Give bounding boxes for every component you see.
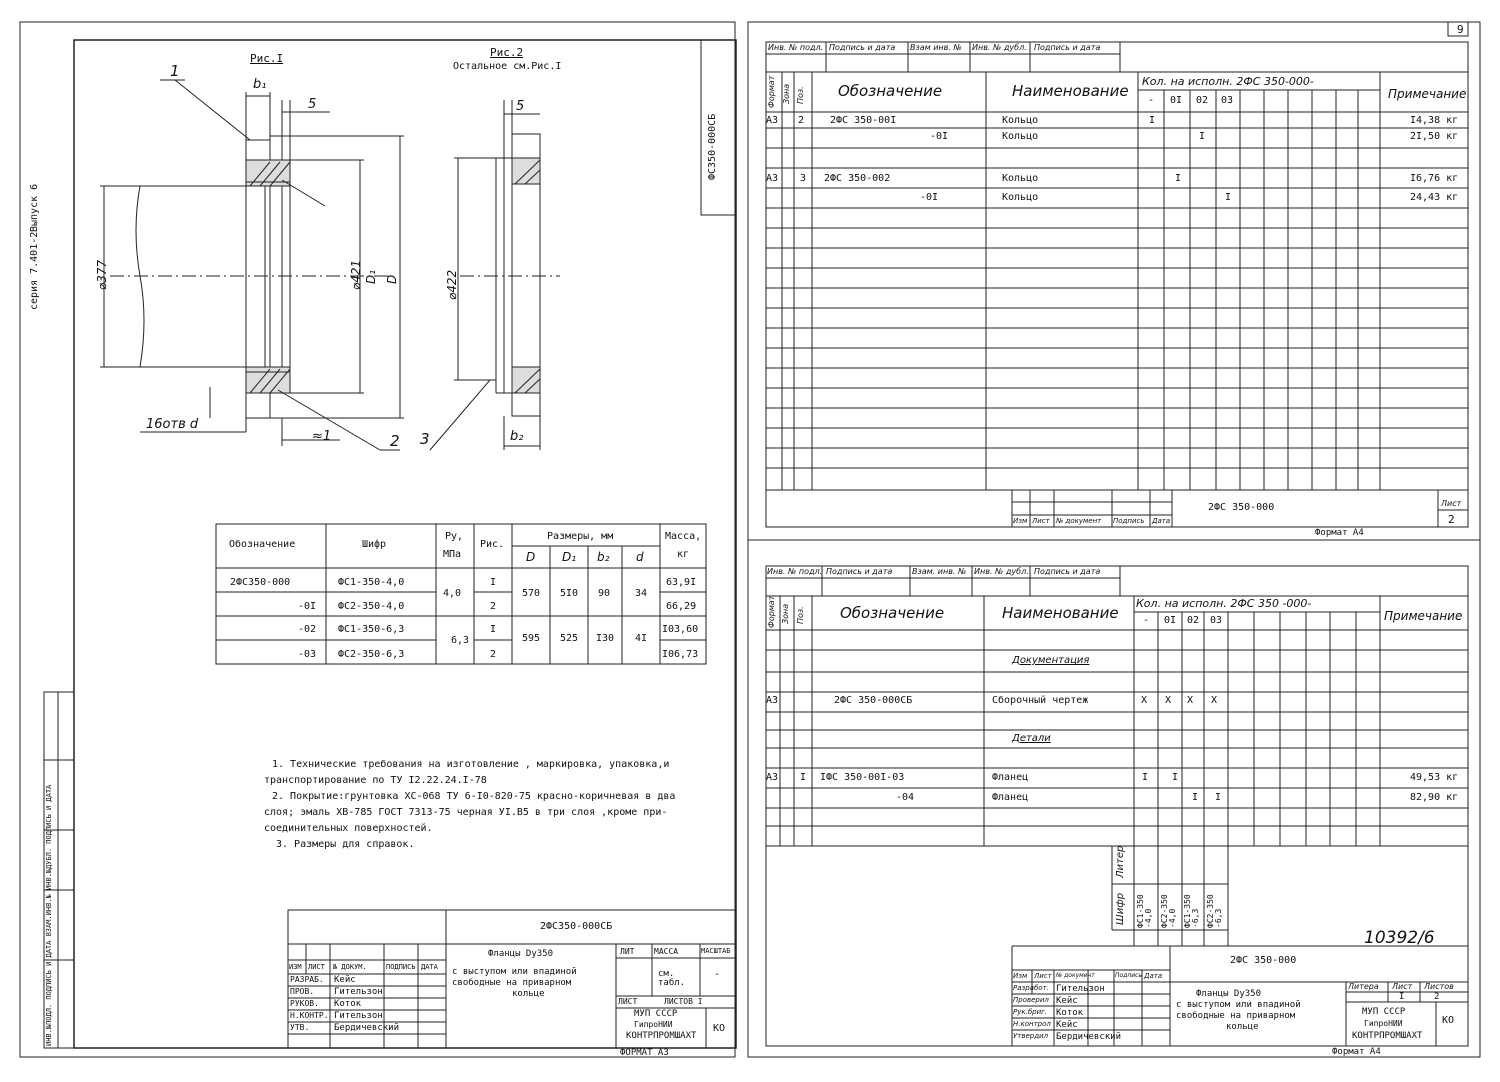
group-b-py: 6,3 [451,635,470,646]
bot-name-0: Гительзон [1056,984,1105,994]
bot-r0-q3: X [1211,695,1218,706]
stamp-doc-code: 2ФС350-000СБ [540,921,613,932]
fig2-note: Остальное см.Рис.I [453,61,562,72]
bot-role-3: Н.контрол [1013,1020,1051,1028]
bot-code-0: ФС1-350 -4,0 [1136,894,1153,928]
bot-sheets-val: 2 [1434,992,1440,1002]
bot-section-doc: Документация [1012,655,1090,666]
bot-ko: КО [1442,1015,1455,1026]
top-r3-q3: I [1225,192,1232,203]
group-a-D1: 5I0 [560,588,579,599]
dim-b2: b₂ [510,429,524,444]
th-D1: D₁ [562,550,577,564]
bot-name-3: Кейс [1056,1020,1078,1030]
bot-r1-pos: I [800,772,807,783]
dim-5a: 5 [308,97,317,112]
bot-name-2: Коток [1056,1008,1084,1018]
note-line-4: слоя; эмаль ХВ-785 ГОСТ 7313-75 черная УI.В5 в три слоя ,кроме при- [264,807,668,818]
side-stamp-labels: ИНВ.№ПОДЛ. ПОДПИСЬ И ДАТА ВЗАМ.ИНВ.№ ИНВ.№ДУБЛ. ПОДПИСЬ И ДАТА [45,784,53,1046]
page-number: 9 [1457,23,1464,36]
top-r1-note: 2I,50 кг [1410,131,1459,142]
dim-D1: D₁ [364,269,378,284]
group-b-D: 595 [522,633,541,644]
stamp-role-3: Н.КОНТР. [290,1011,329,1020]
top-qty-title: Кол. на исполн. 2ФС 350-000- [1142,75,1314,88]
th-d: d [636,550,644,564]
stamp-title-1: Фланцы Dу350 [488,949,554,959]
bot-org-2: ГипроНИИ [1364,1019,1403,1028]
group-a-b2: 90 [598,588,611,599]
th-mass-unit: кг [677,549,690,560]
bot-org-1: МУП СССР [1362,1007,1406,1017]
part-2: 2 [390,432,400,450]
dim-D: D [385,274,399,284]
top-stamp-hdr-1: Лист [1032,517,1050,525]
group-a-d: 34 [635,588,648,599]
th-b2: b₂ [597,550,610,564]
note-line-5: соединительных поверхностей. [264,823,433,834]
bot-title-4: кольце [1226,1022,1259,1032]
bot-name-1: Кейс [1056,996,1078,1006]
stamp-org-1: МУП СССР [634,1009,678,1019]
group-b-d: 4I [635,633,648,644]
group-a-D: 570 [522,588,541,599]
archive-number: 10392/6 [1364,928,1435,948]
top-r2-note: I6,76 кг [1410,173,1459,184]
dim-holes: 16отв d [146,417,199,432]
th-mass: Масса, [665,531,702,542]
top-r1-name: Кольцо [1002,131,1039,142]
bot-r0-f: А3 [766,695,779,706]
th-fig: Рис. [480,539,505,550]
bot-stamp-code: 2ФС 350-000 [1230,955,1297,966]
top-stamp-sheet: 2 [1448,513,1455,526]
row3-fig: 2 [490,649,497,660]
top-qty-col-2: 02 [1196,95,1209,106]
series-label: серия 7.401-2 [29,231,40,310]
bot-stamp-hdr-4: Дата [1144,972,1163,980]
bot-r0-name: Сборочный чертеж [992,695,1089,706]
bot-col-zone: Зона [781,603,790,624]
bot-role-1: Проверил [1013,996,1049,1004]
stamp-hdr-4: ДАТА [421,963,438,971]
bot-stamp-hdr-1: Лист [1034,972,1052,980]
bot-lit-label: Литер [1115,845,1126,878]
stamp-name-2: Коток [334,999,362,1009]
bot-title-2: с выступом или впадиной [1176,1000,1301,1010]
top-qty-col-1: 0I [1170,95,1183,106]
top-hdr-1: Подпись и дата [829,43,896,52]
dim-b1: b₁ [253,77,267,92]
stamp-scale: МАСШТАБ [701,947,731,955]
group-a-py: 4,0 [443,588,462,599]
top-stamp-code: 2ФС 350-000 [1208,502,1275,513]
stamp-name-3: Гительзон [334,1011,383,1021]
bot-hdr-0: Инв. № подл. [767,567,823,576]
top-stamp-hdr-2: № документ [1056,517,1102,525]
group-b-b2: I30 [596,633,615,644]
stamp-sheets: ЛИСТОВ I [664,997,703,1006]
stamp-sheet: ЛИСТ [618,997,638,1006]
bot-sheet-val: I [1399,992,1405,1002]
side-code: ФС350-000СБ [707,113,718,180]
bot-sheets: Листов [1424,982,1454,991]
bot-code-2: ФС1-350 -6,3 [1183,894,1200,928]
row1-designation: -0I [298,601,317,612]
top-hdr-2: Взам инв. № [910,43,962,52]
bot-section-det: Детали [1012,733,1051,744]
bot-qty-col-2: 02 [1187,615,1200,626]
top-stamp-sheet-lbl: Лист [1441,499,1462,508]
bot-r1-des: IФС 350-00I-03 [820,772,905,783]
bot-r0-q2: X [1187,695,1194,706]
top-r1-des: -0I [930,131,949,142]
row3-designation: -03 [298,649,317,660]
bot-role-0: Разработ. [1013,984,1049,992]
row1-mass: 66,29 [666,601,697,612]
th-D: D [526,550,536,564]
fig1-label: Рис.I [250,52,284,65]
bot-hdr-2: Взам. инв. № [912,567,967,576]
bot-title-1: Фланцы Dу350 [1196,989,1262,999]
th-py: Py, [445,531,464,542]
note-line-1: 1. Технические требования на изготовление , маркировка, упаковка,и [272,759,670,770]
bot-qty-col-1: 0I [1164,615,1177,626]
bot-org-3: КОНТРПРОМШАХТ [1352,1031,1423,1041]
bot-r2-q3: I [1215,792,1222,803]
stamp-name-4: Бердичевский [334,1023,400,1033]
bot-sheet: Лист [1392,982,1413,991]
top-r0-name: Кольцо [1002,115,1039,126]
note-line-2: транспортирование по ТУ I2.22.24.I-78 [264,775,487,786]
bot-qty-col-3: 03 [1210,615,1223,626]
bot-r1-f: А3 [766,772,779,783]
row0-fig: I [490,577,497,588]
top-r2-f: А3 [766,173,779,184]
bot-role-4: Утвердил [1013,1032,1049,1040]
stamp-lit: ЛИТ [620,947,635,956]
top-stamp-hdr-4: Дата [1152,517,1171,525]
part-1: 1 [170,62,180,80]
top-r1-q2: I [1199,131,1206,142]
top-format: Формат А4 [1315,528,1364,538]
stamp-role-4: УТВ. [290,1023,310,1032]
stamp-role-2: РУКОВ. [290,999,319,1008]
stamp-hdr-3: ПОДПИСЬ [386,963,416,971]
top-r2-q1: I [1175,173,1182,184]
stamp-ko: КО [713,1023,726,1034]
row1-fig: 2 [490,601,497,612]
stamp-org-3: КОНТРПРОМШАХТ [626,1031,697,1041]
bot-stamp-hdr-2: № документ [1056,972,1095,979]
top-hdr-0: Инв. № подл. [768,43,824,52]
note-line-6: 3. Размеры для справок. [276,839,415,850]
th-sizes: Размеры, мм [547,531,614,542]
top-col-pos: Поз. [796,86,805,104]
part-3: 3 [420,430,430,448]
row3-mass: I06,73 [662,649,699,660]
bot-r0-q1: X [1165,695,1172,706]
bot-qty-title: Кол. на исполн. 2ФС 350 -000- [1136,597,1312,610]
bot-r2-name: Фланец [992,792,1029,803]
bot-col-format: Формат [767,595,776,628]
top-qty-col-0: - [1148,95,1155,106]
stamp-scale-val: - [714,969,721,980]
stamp-hdr-2: № ДОКУМ. [333,963,367,971]
bot-code-1: ФС2-350 -4,0 [1160,894,1177,928]
top-r0-f: А3 [766,115,779,126]
group-b-D1: 525 [560,633,579,644]
stamp-role-0: РАЗРАБ. [290,975,324,984]
bot-r1-q0: I [1142,772,1149,783]
bot-r1-q1: I [1172,772,1179,783]
stamp-name-1: Гительзон [334,987,383,997]
row2-fig: I [490,624,497,635]
bot-hdr-4: Подпись и дата [1034,567,1101,576]
top-col-name: Наименование [1012,82,1129,100]
dim-d377: ⌀377 [95,259,109,290]
bot-lit: Литера [1348,982,1379,991]
stamp-title-4: кольце [512,989,545,999]
row0-mass: 63,9I [666,577,697,588]
top-hdr-3: Инв. № дубл. [972,43,1027,52]
stamp-hdr-0: ИЗМ [289,963,302,971]
fig1-flange-section [100,77,490,450]
top-stamp-hdr-3: Подпись [1113,517,1145,525]
dim-approx: ≈1 [312,429,332,444]
note-line-3: 2. Покрытие:грунтовка ХС-068 ТУ 6-I0-820-75 красно-коричневая в два [272,791,676,802]
bot-r0-des: 2ФС 350-000СБ [834,695,913,706]
row2-designation: -02 [298,624,317,635]
stamp-title-2: с выступом или впадиной [452,967,577,977]
stamp-title-3: свободные на приварном [452,978,572,988]
top-hdr-4: Подпись и дата [1034,43,1101,52]
th-py-unit: МПа [443,549,462,560]
top-r2-des: 2ФС 350-002 [824,173,891,184]
bot-r2-des: -04 [896,792,915,803]
stamp-format: ФОРМАТ А3 [620,1048,669,1058]
bot-name-4: Бердичевский [1056,1032,1122,1042]
stamp-mass: МАССА [654,947,679,956]
row0-code: ФС1-350-4,0 [338,577,405,588]
stamp-hdr-1: ЛИСТ [308,963,325,971]
bot-title-3: свободные на приварном [1176,1011,1296,1021]
bot-col-designation: Обозначение [840,604,945,622]
bot-r2-note: 82,90 кг [1410,792,1459,803]
row3-code: ФС2-350-6,3 [338,649,405,660]
top-r2-pos: 3 [800,173,807,184]
bot-col-pos: Поз. [796,606,805,624]
top-r3-des: -0I [920,192,939,203]
bot-stamp-hdr-0: Изм [1013,972,1028,980]
bot-qty-col-0: - [1143,615,1150,626]
top-r3-name: Кольцо [1002,192,1039,203]
top-col-designation: Обозначение [838,82,943,100]
bot-r2-q2: I [1192,792,1199,803]
th-code: Шифр [362,539,387,550]
dim-5b: 5 [516,99,525,114]
row2-mass: I03,60 [662,624,699,635]
top-r0-pos: 2 [798,115,805,126]
bot-code-label: Шифр [1115,892,1126,925]
row0-designation: 2ФС350-000 [230,577,291,588]
top-r3-note: 24,43 кг [1410,192,1459,203]
dim-d422: ⌀422 [445,269,459,300]
bot-role-2: Рук.бриг. [1013,1008,1048,1016]
fig2-label: Рис.2 [490,46,524,59]
issue-label: Выпуск 6 [29,183,40,232]
bot-code-3: ФС2-350 -6,3 [1206,894,1223,928]
top-r0-des: 2ФС 350-00I [830,115,897,126]
bot-hdr-3: Инв. № дубл. [974,567,1029,576]
top-r0-note: I4,38 кг [1410,115,1459,126]
stamp-name-0: Кейс [334,975,356,985]
stamp-role-1: ПРОВ. [290,987,315,996]
top-col-zone: Зона [782,83,791,104]
top-col-format: Формат [767,75,776,108]
bot-r0-q0: X [1141,695,1148,706]
top-r2-name: Кольцо [1002,173,1039,184]
bot-col-note: Примечание [1384,609,1463,623]
bot-stamp-hdr-3: Подпись [1115,972,1142,979]
top-col-note: Примечание [1388,87,1467,101]
row1-code: ФС2-350-4,0 [338,601,405,612]
top-qty-col-3: 03 [1221,95,1234,106]
bot-r1-name: Фланец [992,772,1029,783]
bot-hdr-1: Подпись и дата [826,567,893,576]
bot-r1-note: 49,53 кг [1410,772,1459,783]
stamp-mass-val: см. табл. [658,969,686,988]
bot-format: Формат А4 [1332,1047,1381,1057]
top-r0-q0: I [1149,115,1156,126]
stamp-org-2: ГипроНИИ [634,1020,673,1029]
fig2-flange-section [454,100,560,450]
th-designation: Обозначение [229,539,296,550]
row2-code: ФС1-350-6,3 [338,624,405,635]
top-stamp-hdr-0: Изм [1013,517,1028,525]
dim-d421: ⌀421 [349,259,363,290]
bot-col-name: Наименование [1002,604,1119,622]
